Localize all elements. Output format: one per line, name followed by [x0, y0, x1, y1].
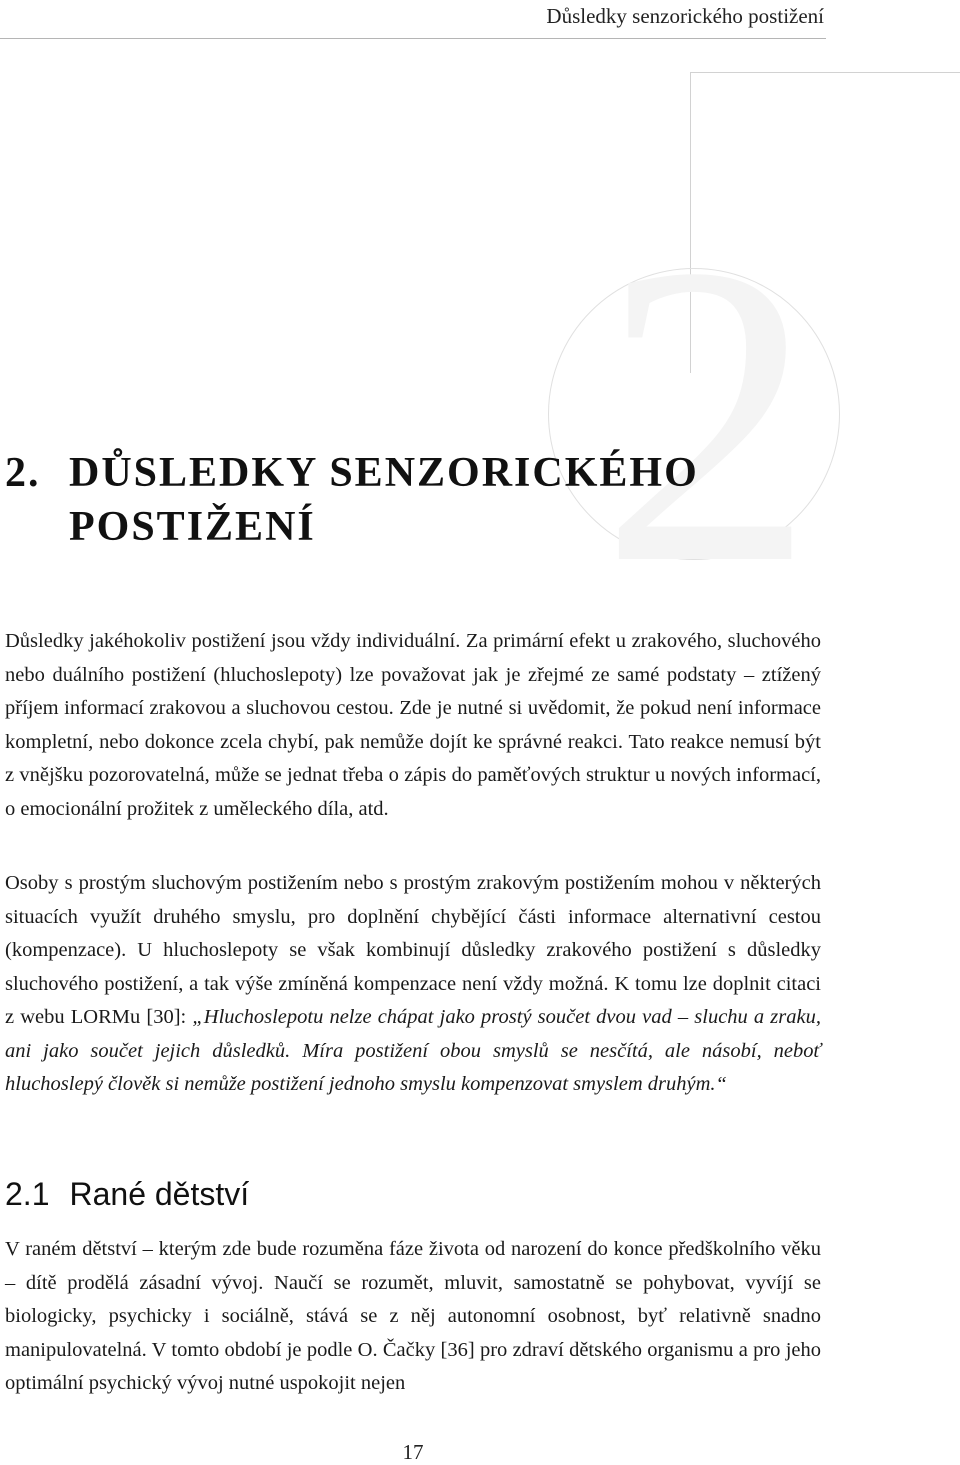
running-header-title: Důsledky senzorického postižení [546, 4, 824, 28]
paragraph-1: Důsledky jakéhokoliv postižení jsou vždy individuální. Za primární efekt u zrakového, sluchového nebo duálního postižení (hluchoslepoty) lze považovat jak je zřejmé ze samé podstaty – ztížený příjem informací zrakovou a sluchovou cestou. Zde je nutné si uvědomit, že pokud není informace kompletní, nebo dokonce zcela chybí, pak nemůže dojít ke správné reakci. Tato reakce nemusí být z vnějšku pozorovatelná, může se jednat třeba o zápis do paměťových struktur u nových informací, o emocionální prožitek z uměleckého díla, atd. [5, 630, 821, 820]
section-number: 2.1 [5, 1176, 50, 1212]
chapter-title-line-1: DŮSLEDKY SENZORICKÉHO [69, 450, 699, 496]
paragraph-2-text: Osoby s prostým sluchovým postižením nebo s prostým zrakovým postižením mohou v některých situacích využít druhého smyslu, pro doplnění chybějící části informace alternativní cestou (kompenzace). U hluchoslepoty se však kombinují důsledky zrakového postižení s důsledky sluchového postižení, a tak výše zmíněná kompenzace není vždy možná. K tomu lze doplnit citaci z webu LORMu [30]: [5, 872, 821, 1028]
section-heading [5, 1173, 249, 1215]
chapter-number: 2. [5, 450, 41, 496]
paragraph-3: V raném dětství – kterým zde bude rozuměna fáze života od narození do konce předškolního věku – dítě prodělá zásadní vývoj. Naučí se rozumět, mluvit, samostatně se pohybovat, vyvíjí se biologicky, psychicky i sociálně, stává se z něj autonomní osobnost, byť relativně snadno manipulovatelná. V tomto období je podle O. Čačky [36] pro zdraví dětského organismu a pro jeho optimální psychický vývoj nutné uspokojit nejen [5, 1238, 821, 1394]
chapter-title [5, 446, 699, 554]
section-title: Rané dětství [69, 1176, 250, 1212]
chapter-decorative-number: 2 [600, 177, 815, 653]
chapter-title-line-2: POSTIŽENÍ [69, 504, 316, 550]
running-header [0, 0, 826, 39]
page-number: 17 [402, 1440, 424, 1464]
paragraph-2-quote: „Hluchoslepotu nelze chápat jako prostý součet dvou vad – sluchu a zraku, ani jako součet jejich důsledků. Míra postižení obou smyslů se nesčítá, ale násobí, neboť hluchoslepý člověk si nemůže postižení jednoho smyslu kompenzovat smyslem druhým.“ [5, 1006, 821, 1095]
paragraph-2 [5, 867, 821, 1102]
